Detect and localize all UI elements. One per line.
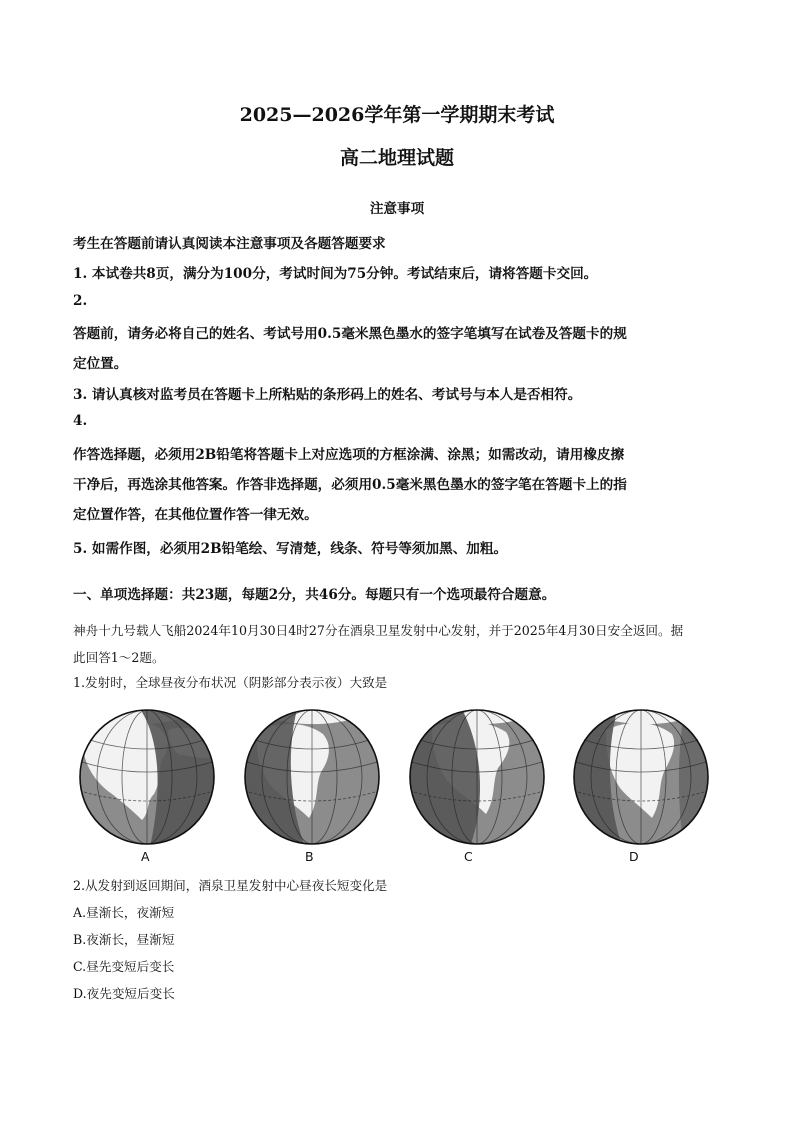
notice-line: 定位置。 [73, 356, 128, 372]
notice-line: 答题前，请务必将自己的姓名、考试号用0.5毫米黑色墨水的签字笔填写在试卷及答题卡的规 [73, 326, 627, 342]
globe-option-a [72, 702, 222, 862]
globe-label-d: D [629, 849, 639, 864]
notice-line: 干净后，再选涂其他答案。作答非选择题，必须用0.5毫米黑色墨水的签字笔在答题卡上的指 [73, 477, 627, 493]
section-heading: 一、单项选择题：共23题，每题2分，共46分。每题只有一个选项最符合题意。 [73, 587, 556, 603]
passage-line: 神舟十九号载人飞船2024年10月30日4时27分在酒泉卫星发射中心发射，并于2025年4月30日安全返回。据 [73, 623, 684, 638]
question-2-option-a: A.昼渐长，夜渐短 [73, 905, 175, 920]
globe-option-d [566, 702, 716, 862]
globe-b-figure [237, 702, 387, 852]
notice-line: 作答选择题，必须用2B铅笔将答题卡上对应选项的方框涂满、涂黑；如需改动，请用橡皮擦 [73, 447, 625, 463]
notice-intro: 考生在答题前请认真阅读本注意事项及各题答题要求 [73, 236, 386, 252]
globe-d-figure [566, 702, 716, 852]
globe-option-b [237, 702, 387, 862]
notice-line: 1. 本试卷共8页，满分为100分，考试时间为75分钟。考试结束后，请将答题卡交回。 [73, 266, 598, 282]
notice-line: 4. [73, 413, 88, 429]
question-2-option-b: B.夜渐长，昼渐短 [73, 932, 175, 947]
question-2-stem: 2.从发射到返回期间，酒泉卫星发射中心昼夜长短变化是 [73, 878, 388, 893]
passage-line: 此回答1～2题。 [73, 650, 165, 665]
question-1-stem: 1.发射时，全球昼夜分布状况（阴影部分表示夜）大致是 [73, 675, 388, 690]
globe-label-b: B [305, 849, 314, 864]
globe-label-a: A [141, 849, 150, 864]
globe-a-figure [72, 702, 222, 852]
question-2-option-d: D.夜先变短后变长 [73, 986, 175, 1001]
notice-line: 3. 请认真核对监考员在答题卡上所粘贴的条形码上的姓名、考试号与本人是否相符。 [73, 387, 582, 403]
notice-line: 2. [73, 293, 88, 309]
globe-label-c: C [464, 849, 473, 864]
notice-line: 5. 如需作图，必须用2B铅笔绘、写清楚，线条、符号等须加黑、加粗。 [73, 541, 508, 557]
question-2-option-c: C.昼先变短后变长 [73, 959, 175, 974]
notice-line: 定位置作答，在其他位置作答一律无效。 [73, 507, 318, 523]
exam-title: 2025—2026学年第一学期期末考试 [239, 104, 555, 126]
notice-heading: 注意事项 [369, 201, 425, 217]
exam-subtitle: 高二地理试题 [339, 147, 454, 169]
globe-c-figure [402, 702, 552, 852]
globe-option-c [402, 702, 552, 862]
